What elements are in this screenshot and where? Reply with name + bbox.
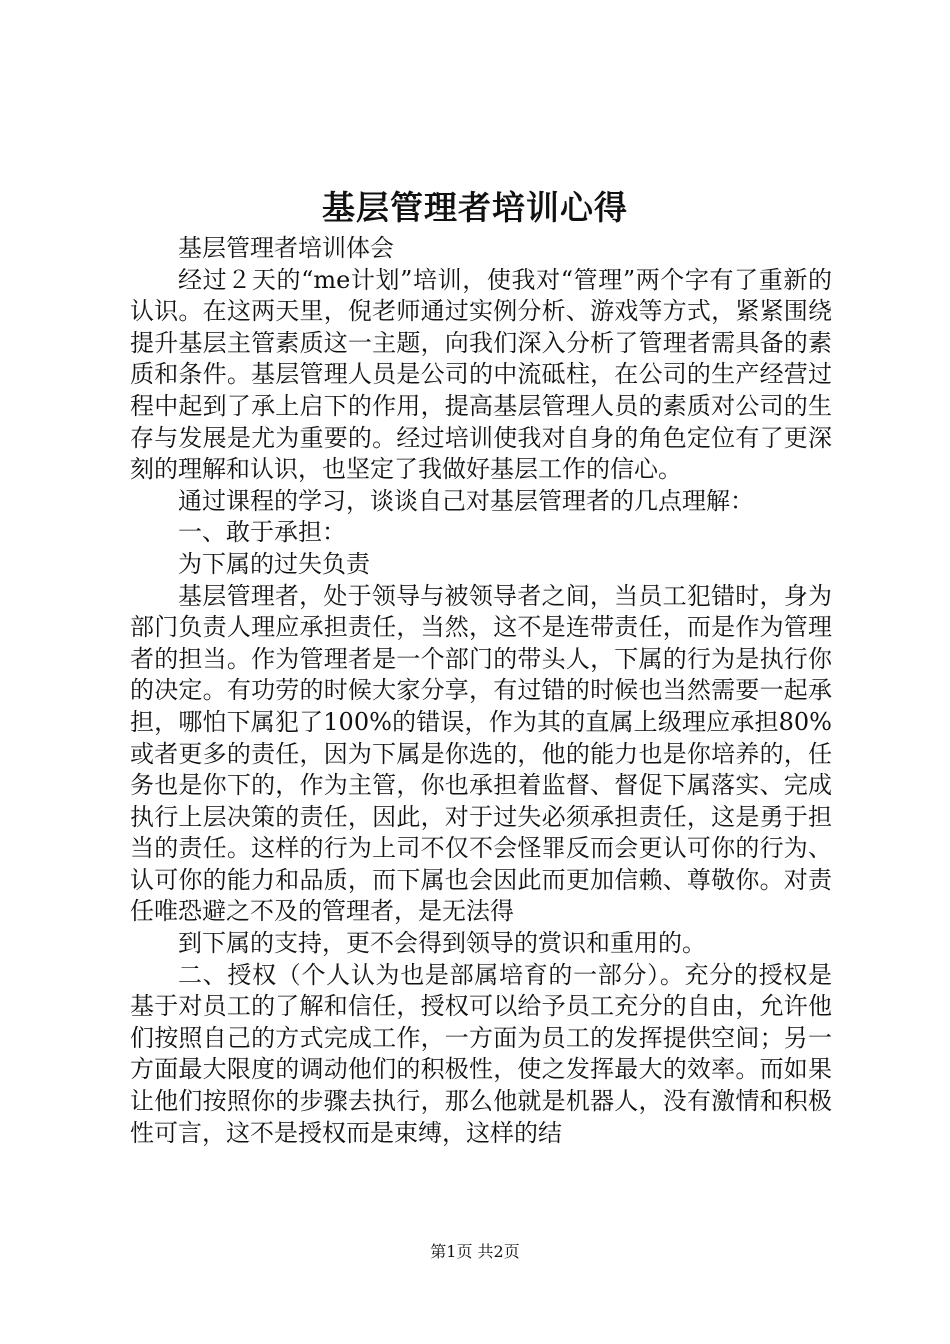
document-title: 基层管理者培训心得: [322, 188, 628, 227]
paragraph-responsibility-cont: 到下属的支持，更不会得到领导的赏识和重用的。: [178, 929, 706, 958]
paragraph-authorization: 二、授权（个人认为也是部属培育的一部分）。充分的授权是基于对员工的了解和信任，授权可以给予员工充分的自由，允许他们按照自己的方式完成工作，一方面为员工的发挥提供空间；另一方面最大限度的调动他们的积极性，使之发挥最大的效率。而如果让他们按照你的步骤去执行，那么他就是机器人，没有激情和积极性可言，这不是授权而是束缚，这样的结: [130, 960, 832, 1147]
subheading-1: 为下属的过失负责: [178, 549, 370, 578]
paragraph-intro: 经过２天的“me计划”培训，使我对“管理”两个字有了重新的认识。在这两天里，倪老师通过实例分析、游戏等方式，紧紧围绕提升基层主管素质这一主题，向我们深入分析了管理者需具备的素质和条件。基层管理人员是公司的中流砥柱，在公司的生产经营过程中起到了承上启下的作用，提高基层管理人员的素质对公司的生存与发展是尤为重要的。经过培训使我对自身的角色定位有了更深刻的理解和认识，也坚定了我做好基层工作的信心。: [130, 265, 832, 484]
page-footer: 第1页 共2页: [430, 1242, 520, 1261]
document-body: [130, 233, 832, 1149]
paragraph-subtitle: 基层管理者培训体会: [178, 234, 394, 262]
paragraph-lead: 通过课程的学习，谈谈自己对基层管理者的几点理解：: [178, 486, 754, 515]
section-heading-1: 一、敢于承担：: [178, 518, 346, 547]
paragraph-responsibility: 基层管理者，处于领导与被领导者之间，当员工犯错时，身为部门负责人理应承担责任，当然，这不是连带责任，而是作为管理者的担当。作为管理者是一个部门的带头人，下属的行为是执行你的决定。有功劳的时候大家分享，有过错的时候也当然需要一起承担，哪怕下属犯了100%的错误，作为其的直属上级理应承担80%或者更多的责任，因为下属是你选的，他的能力也是你培养的，任务也是你下的，作为主管，你也承担着监督、督促下属落实、完成执行上层决策的责任，因此，对于过失必须承担责任，这是勇于担当的责任。这样的行为上司不仅不会怪罪反而会更认可你的行为、认可你的能力和品质，而下属也会因此而更加信赖、尊敬你。对责任唯恐避之不及的管理者，是无法得: [130, 581, 832, 926]
